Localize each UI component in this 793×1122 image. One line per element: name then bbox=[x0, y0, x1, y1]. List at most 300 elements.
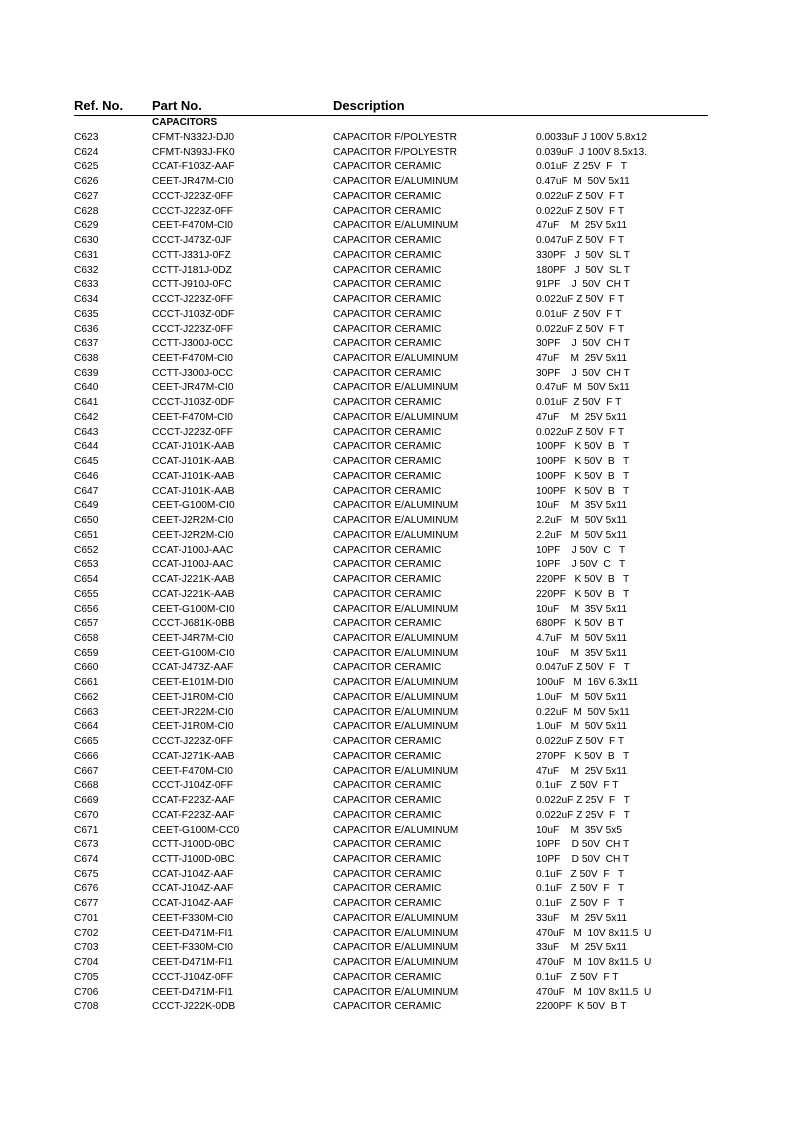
ref-no-cell: C641 bbox=[74, 397, 99, 409]
spec-cell: 30PF J 50V CH T bbox=[536, 367, 630, 379]
ref-no-cell: C642 bbox=[74, 411, 99, 423]
ref-no-cell: C629 bbox=[74, 220, 99, 232]
table-row bbox=[0, 986, 793, 1001]
description-cell: CAPACITOR CERAMIC bbox=[333, 883, 442, 895]
description-cell: CAPACITOR CERAMIC bbox=[333, 839, 442, 851]
part-no-cell: CEET-G100M-CC0 bbox=[152, 824, 240, 836]
ref-no-cell: C661 bbox=[74, 677, 99, 689]
spec-cell: 10PF J 50V C T bbox=[536, 559, 626, 571]
ref-no-cell: C646 bbox=[74, 470, 99, 482]
table-row bbox=[0, 882, 793, 897]
ref-no-cell: C663 bbox=[74, 706, 99, 718]
spec-cell: 100uF M 16V 6.3x11 bbox=[536, 677, 639, 689]
spec-cell: 470uF M 10V 8x11.5 U bbox=[536, 927, 652, 939]
description-cell: CAPACITOR E/ALUMINUM bbox=[333, 603, 459, 615]
table-row bbox=[0, 809, 793, 824]
description-cell: CAPACITOR CERAMIC bbox=[333, 588, 442, 600]
spec-cell: 33uF M 25V 5x11 bbox=[536, 942, 627, 954]
spec-cell: 30PF J 50V CH T bbox=[536, 338, 630, 350]
ref-no-cell: C708 bbox=[74, 1001, 99, 1013]
description-cell: CAPACITOR CERAMIC bbox=[333, 750, 442, 762]
table-row bbox=[0, 485, 793, 500]
table-row bbox=[0, 264, 793, 279]
table-row bbox=[0, 750, 793, 765]
table-row bbox=[0, 558, 793, 573]
spec-cell: 470uF M 10V 8x11.5 U bbox=[536, 986, 652, 998]
table-row bbox=[0, 249, 793, 264]
ref-no-cell: C667 bbox=[74, 765, 99, 777]
spec-cell: 10uF M 35V 5x11 bbox=[536, 647, 627, 659]
parts-list bbox=[0, 131, 793, 1015]
table-row bbox=[0, 838, 793, 853]
spec-cell: 10PF D 50V CH T bbox=[536, 839, 630, 851]
ref-no-cell: C633 bbox=[74, 279, 99, 291]
ref-no-cell: C635 bbox=[74, 308, 99, 320]
part-no-cell: CCAT-J473Z-AAF bbox=[152, 662, 234, 674]
ref-no-cell: C668 bbox=[74, 780, 99, 792]
ref-no-cell: C701 bbox=[74, 912, 99, 924]
part-no-cell: CCCT-J223Z-0FF bbox=[152, 205, 233, 217]
description-cell: CAPACITOR CERAMIC bbox=[333, 294, 442, 306]
ref-no-cell: C649 bbox=[74, 500, 99, 512]
description-cell: CAPACITOR CERAMIC bbox=[333, 161, 442, 173]
spec-cell: 0.01uF Z 25V F T bbox=[536, 161, 627, 173]
ref-no-cell: C636 bbox=[74, 323, 99, 335]
spec-cell: 4.7uF M 50V 5x11 bbox=[536, 632, 627, 644]
table-row bbox=[0, 661, 793, 676]
ref-no-cell: C702 bbox=[74, 927, 99, 939]
ref-no-cell: C632 bbox=[74, 264, 99, 276]
table-row bbox=[0, 381, 793, 396]
ref-no-cell: C628 bbox=[74, 205, 99, 217]
ref-no-cell: C675 bbox=[74, 868, 99, 880]
part-no-cell: CEET-G100M-CI0 bbox=[152, 603, 235, 615]
spec-cell: 0.047uF Z 50V F T bbox=[536, 662, 630, 674]
part-no-cell: CCAT-J101K-AAB bbox=[152, 470, 235, 482]
part-no-cell: CCTT-J331J-0FZ bbox=[152, 249, 231, 261]
part-no-cell: CCAT-J100J-AAC bbox=[152, 544, 234, 556]
table-row bbox=[0, 647, 793, 662]
ref-no-header: Ref. No. bbox=[74, 98, 124, 113]
ref-no-cell: C666 bbox=[74, 750, 99, 762]
description-cell: CAPACITOR E/ALUMINUM bbox=[333, 765, 459, 777]
ref-no-cell: C705 bbox=[74, 971, 99, 983]
part-no-cell: CCAT-F103Z-AAF bbox=[152, 161, 235, 173]
part-no-cell: CCCT-J473Z-0JF bbox=[152, 235, 232, 247]
ref-no-cell: C706 bbox=[74, 986, 99, 998]
spec-cell: 10uF M 35V 5x11 bbox=[536, 500, 627, 512]
table-row bbox=[0, 927, 793, 942]
description-cell: CAPACITOR E/ALUMINUM bbox=[333, 529, 459, 541]
spec-cell: 0.1uF Z 50V F T bbox=[536, 898, 625, 910]
table-row bbox=[0, 367, 793, 382]
description-cell: CAPACITOR CERAMIC bbox=[333, 736, 442, 748]
table-row bbox=[0, 706, 793, 721]
description-header: Description bbox=[333, 98, 405, 113]
part-no-cell: CEET-F330M-CI0 bbox=[152, 942, 233, 954]
spec-cell: 47uF M 25V 5x11 bbox=[536, 353, 627, 365]
description-cell: CAPACITOR CERAMIC bbox=[333, 971, 442, 983]
description-cell: CAPACITOR E/ALUMINUM bbox=[333, 942, 459, 954]
part-no-cell: CCCT-J104Z-0FF bbox=[152, 780, 233, 792]
table-row bbox=[0, 897, 793, 912]
part-no-cell: CCTT-J181J-0DZ bbox=[152, 264, 232, 276]
table-row bbox=[0, 426, 793, 441]
table-row bbox=[0, 824, 793, 839]
spec-cell: 0.1uF Z 50V F T bbox=[536, 971, 619, 983]
part-no-cell: CCCT-J104Z-0FF bbox=[152, 971, 233, 983]
description-cell: CAPACITOR CERAMIC bbox=[333, 264, 442, 276]
table-row bbox=[0, 956, 793, 971]
spec-cell: 0.022uF Z 25V F T bbox=[536, 809, 630, 821]
spec-cell: 0.022uF Z 50V F T bbox=[536, 426, 625, 438]
ref-no-cell: C647 bbox=[74, 485, 99, 497]
table-row bbox=[0, 779, 793, 794]
table-row bbox=[0, 1000, 793, 1015]
spec-cell: 10uF M 35V 5x5 bbox=[536, 824, 623, 836]
part-no-cell: CFMT-N393J-FK0 bbox=[152, 146, 235, 158]
table-row bbox=[0, 794, 793, 809]
table-row bbox=[0, 720, 793, 735]
description-cell: CAPACITOR E/ALUMINUM bbox=[333, 677, 459, 689]
table-row bbox=[0, 160, 793, 175]
description-cell: CAPACITOR E/ALUMINUM bbox=[333, 912, 459, 924]
table-row bbox=[0, 853, 793, 868]
description-cell: CAPACITOR CERAMIC bbox=[333, 441, 442, 453]
table-row bbox=[0, 573, 793, 588]
table-row bbox=[0, 323, 793, 338]
part-no-cell: CCCT-J223Z-0FF bbox=[152, 190, 233, 202]
spec-cell: 2.2uF M 50V 5x11 bbox=[536, 515, 627, 527]
spec-cell: 2.2uF M 50V 5x11 bbox=[536, 529, 627, 541]
table-row bbox=[0, 765, 793, 780]
part-no-cell: CCAT-J104Z-AAF bbox=[152, 868, 234, 880]
ref-no-cell: C634 bbox=[74, 294, 99, 306]
spec-cell: 91PF J 50V CH T bbox=[536, 279, 630, 291]
part-no-cell: CCCT-J103Z-0DF bbox=[152, 308, 235, 320]
spec-cell: 100PF K 50V B T bbox=[536, 441, 630, 453]
part-no-cell: CCAT-J271K-AAB bbox=[152, 750, 235, 762]
table-row bbox=[0, 219, 793, 234]
part-no-cell: CEET-E101M-DI0 bbox=[152, 677, 234, 689]
spec-cell: 2200PF K 50V B T bbox=[536, 1001, 627, 1013]
ref-no-cell: C658 bbox=[74, 632, 99, 644]
part-no-cell: CCCT-J223Z-0FF bbox=[152, 294, 233, 306]
part-no-cell: CEET-D471M-FI1 bbox=[152, 957, 233, 969]
spec-cell: 680PF K 50V B T bbox=[536, 618, 624, 630]
ref-no-cell: C651 bbox=[74, 529, 99, 541]
ref-no-cell: C704 bbox=[74, 957, 99, 969]
description-cell: CAPACITOR CERAMIC bbox=[333, 323, 442, 335]
ref-no-cell: C630 bbox=[74, 235, 99, 247]
part-no-cell: CCCT-J222K-0DB bbox=[152, 1001, 236, 1013]
table-row bbox=[0, 941, 793, 956]
table-row bbox=[0, 691, 793, 706]
part-no-cell: CCAT-F223Z-AAF bbox=[152, 795, 235, 807]
description-cell: CAPACITOR E/ALUMINUM bbox=[333, 220, 459, 232]
ref-no-cell: C677 bbox=[74, 898, 99, 910]
ref-no-cell: C656 bbox=[74, 603, 99, 615]
description-cell: CAPACITOR E/ALUMINUM bbox=[333, 691, 459, 703]
table-row bbox=[0, 971, 793, 986]
spec-cell: 10uF M 35V 5x11 bbox=[536, 603, 627, 615]
ref-no-cell: C659 bbox=[74, 647, 99, 659]
ref-no-cell: C637 bbox=[74, 338, 99, 350]
table-row bbox=[0, 411, 793, 426]
part-no-header: Part No. bbox=[152, 98, 202, 113]
part-no-cell: CCAT-J104Z-AAF bbox=[152, 898, 234, 910]
description-cell: CAPACITOR E/ALUMINUM bbox=[333, 515, 459, 527]
spec-cell: 330PF J 50V SL T bbox=[536, 249, 630, 261]
description-cell: CAPACITOR CERAMIC bbox=[333, 574, 442, 586]
part-no-cell: CCAT-F223Z-AAF bbox=[152, 809, 235, 821]
part-no-cell: CEET-D471M-FI1 bbox=[152, 986, 233, 998]
ref-no-cell: C662 bbox=[74, 691, 99, 703]
description-cell: CAPACITOR CERAMIC bbox=[333, 338, 442, 350]
ref-no-cell: C664 bbox=[74, 721, 99, 733]
ref-no-cell: C640 bbox=[74, 382, 99, 394]
table-row bbox=[0, 529, 793, 544]
ref-no-cell: C644 bbox=[74, 441, 99, 453]
description-cell: CAPACITOR CERAMIC bbox=[333, 470, 442, 482]
spec-cell: 1.0uF M 50V 5x11 bbox=[536, 721, 627, 733]
description-cell: CAPACITOR E/ALUMINUM bbox=[333, 927, 459, 939]
table-row bbox=[0, 293, 793, 308]
description-cell: CAPACITOR CERAMIC bbox=[333, 426, 442, 438]
part-no-cell: CEET-G100M-CI0 bbox=[152, 500, 235, 512]
part-no-cell: CCTT-J300J-0CC bbox=[152, 338, 233, 350]
part-no-cell: CCTT-J100D-0BC bbox=[152, 839, 235, 851]
description-cell: CAPACITOR F/POLYESTR bbox=[333, 132, 457, 143]
description-cell: CAPACITOR E/ALUMINUM bbox=[333, 353, 459, 365]
spec-cell: 100PF K 50V B T bbox=[536, 470, 630, 482]
table-row bbox=[0, 308, 793, 323]
spec-cell: 100PF K 50V B T bbox=[536, 485, 630, 497]
ref-no-cell: C625 bbox=[74, 161, 99, 173]
spec-cell: 470uF M 10V 8x11.5 U bbox=[536, 957, 652, 969]
table-row bbox=[0, 632, 793, 647]
part-no-cell: CCCT-J223Z-0FF bbox=[152, 323, 233, 335]
table-row bbox=[0, 588, 793, 603]
description-cell: CAPACITOR CERAMIC bbox=[333, 367, 442, 379]
table-row bbox=[0, 396, 793, 411]
part-no-cell: CCCT-J223Z-0FF bbox=[152, 426, 233, 438]
ref-no-cell: C650 bbox=[74, 515, 99, 527]
description-cell: CAPACITOR CERAMIC bbox=[333, 544, 442, 556]
part-no-cell: CEET-JR22M-CI0 bbox=[152, 706, 234, 718]
description-cell: CAPACITOR CERAMIC bbox=[333, 308, 442, 320]
ref-no-cell: C643 bbox=[74, 426, 99, 438]
part-no-cell: CCTT-J100D-0BC bbox=[152, 853, 235, 865]
description-cell: CAPACITOR CERAMIC bbox=[333, 662, 442, 674]
part-no-cell: CEET-F470M-CI0 bbox=[152, 411, 233, 423]
description-cell: CAPACITOR E/ALUMINUM bbox=[333, 986, 459, 998]
ref-no-cell: C631 bbox=[74, 249, 99, 261]
description-cell: CAPACITOR E/ALUMINUM bbox=[333, 500, 459, 512]
part-no-cell: CEET-J2R2M-CI0 bbox=[152, 515, 234, 527]
table-row bbox=[0, 175, 793, 190]
description-cell: CAPACITOR CERAMIC bbox=[333, 235, 442, 247]
table-row bbox=[0, 190, 793, 205]
description-cell: CAPACITOR E/ALUMINUM bbox=[333, 382, 459, 394]
table-row bbox=[0, 470, 793, 485]
table-row bbox=[0, 440, 793, 455]
spec-cell: 0.0033uF J 100V 5.8x12 bbox=[536, 132, 648, 143]
table-row bbox=[0, 455, 793, 470]
part-no-cell: CEET-F470M-CI0 bbox=[152, 353, 233, 365]
spec-cell: 270PF K 50V B T bbox=[536, 750, 630, 762]
ref-no-cell: C665 bbox=[74, 736, 99, 748]
ref-no-cell: C639 bbox=[74, 367, 99, 379]
table-row bbox=[0, 234, 793, 249]
part-no-cell: CFMT-N332J-DJ0 bbox=[152, 132, 235, 143]
ref-no-cell: C652 bbox=[74, 544, 99, 556]
spec-cell: 0.022uF Z 50V F T bbox=[536, 323, 625, 335]
spec-cell: 180PF J 50V SL T bbox=[536, 264, 630, 276]
spec-cell: 0.47uF M 50V 5x11 bbox=[536, 382, 630, 394]
part-no-cell: CEET-JR47M-CI0 bbox=[152, 176, 234, 188]
ref-no-cell: C626 bbox=[74, 176, 99, 188]
ref-no-cell: C676 bbox=[74, 883, 99, 895]
table-row bbox=[0, 544, 793, 559]
table-row bbox=[0, 868, 793, 883]
part-no-cell: CCAT-J101K-AAB bbox=[152, 456, 235, 468]
ref-no-cell: C624 bbox=[74, 146, 99, 158]
description-cell: CAPACITOR CERAMIC bbox=[333, 809, 442, 821]
spec-cell: 0.022uF Z 50V F T bbox=[536, 736, 625, 748]
part-no-cell: CEET-F470M-CI0 bbox=[152, 765, 233, 777]
description-cell: CAPACITOR CERAMIC bbox=[333, 795, 442, 807]
ref-no-cell: C660 bbox=[74, 662, 99, 674]
part-no-cell: CEET-F470M-CI0 bbox=[152, 220, 233, 232]
part-no-cell: CCCT-J223Z-0FF bbox=[152, 736, 233, 748]
description-cell: CAPACITOR E/ALUMINUM bbox=[333, 647, 459, 659]
spec-cell: 10PF J 50V C T bbox=[536, 544, 626, 556]
part-no-cell: CEET-JR47M-CI0 bbox=[152, 382, 234, 394]
table-row bbox=[0, 603, 793, 618]
description-cell: CAPACITOR CERAMIC bbox=[333, 485, 442, 497]
ref-no-cell: C654 bbox=[74, 574, 99, 586]
part-no-cell: CEET-J1R0M-CI0 bbox=[152, 691, 234, 703]
ref-no-cell: C674 bbox=[74, 853, 99, 865]
ref-no-cell: C673 bbox=[74, 839, 99, 851]
description-cell: CAPACITOR E/ALUMINUM bbox=[333, 706, 459, 718]
spec-cell: 0.01uF Z 50V F T bbox=[536, 308, 622, 320]
table-row bbox=[0, 676, 793, 691]
part-no-cell: CCAT-J101K-AAB bbox=[152, 485, 235, 497]
spec-cell: 47uF M 25V 5x11 bbox=[536, 220, 627, 232]
part-no-cell: CCTT-J300J-0CC bbox=[152, 367, 233, 379]
spec-cell: 0.1uF Z 50V F T bbox=[536, 780, 619, 792]
part-no-cell: CEET-D471M-FI1 bbox=[152, 927, 233, 939]
part-no-cell: CCAT-J100J-AAC bbox=[152, 559, 234, 571]
ref-no-cell: C623 bbox=[74, 132, 99, 143]
spec-cell: 220PF K 50V B T bbox=[536, 574, 630, 586]
part-no-cell: CCAT-J221K-AAB bbox=[152, 588, 235, 600]
description-cell: CAPACITOR E/ALUMINUM bbox=[333, 721, 459, 733]
table-row bbox=[0, 912, 793, 927]
spec-cell: 10PF D 50V CH T bbox=[536, 853, 630, 865]
part-no-cell: CCTT-J910J-0FC bbox=[152, 279, 232, 291]
table-row bbox=[0, 278, 793, 293]
part-no-cell: CEET-J4R7M-CI0 bbox=[152, 632, 234, 644]
spec-cell: 220PF K 50V B T bbox=[536, 588, 630, 600]
description-cell: CAPACITOR E/ALUMINUM bbox=[333, 411, 459, 423]
description-cell: CAPACITOR CERAMIC bbox=[333, 249, 442, 261]
description-cell: CAPACITOR CERAMIC bbox=[333, 397, 442, 409]
spec-cell: 0.1uF Z 50V F T bbox=[536, 883, 625, 895]
ref-no-cell: C653 bbox=[74, 559, 99, 571]
table-header bbox=[0, 98, 793, 116]
spec-cell: 0.039uF J 100V 8.5x13. bbox=[536, 146, 648, 158]
spec-cell: 0.022uF Z 50V F T bbox=[536, 294, 625, 306]
spec-cell: 0.022uF Z 50V F T bbox=[536, 190, 625, 202]
table-row bbox=[0, 146, 793, 161]
table-row bbox=[0, 735, 793, 750]
part-no-cell: CEET-G100M-CI0 bbox=[152, 647, 235, 659]
description-cell: CAPACITOR E/ALUMINUM bbox=[333, 632, 459, 644]
ref-no-cell: C671 bbox=[74, 824, 99, 836]
table-row bbox=[0, 499, 793, 514]
part-no-cell: CCCT-J681K-0BB bbox=[152, 618, 235, 630]
description-cell: CAPACITOR F/POLYESTR bbox=[333, 146, 457, 158]
part-no-cell: CCAT-J221K-AAB bbox=[152, 574, 235, 586]
description-cell: CAPACITOR CERAMIC bbox=[333, 868, 442, 880]
description-cell: CAPACITOR CERAMIC bbox=[333, 559, 442, 571]
part-no-cell: CEET-J1R0M-CI0 bbox=[152, 721, 234, 733]
part-no-cell: CCCT-J103Z-0DF bbox=[152, 397, 235, 409]
ref-no-cell: C657 bbox=[74, 618, 99, 630]
part-no-cell: CCAT-J104Z-AAF bbox=[152, 883, 234, 895]
spec-cell: 0.47uF M 50V 5x11 bbox=[536, 176, 630, 188]
description-cell: CAPACITOR E/ALUMINUM bbox=[333, 824, 459, 836]
description-cell: CAPACITOR CERAMIC bbox=[333, 1001, 442, 1013]
part-no-cell: CEET-J2R2M-CI0 bbox=[152, 529, 234, 541]
ref-no-cell: C670 bbox=[74, 809, 99, 821]
section-title: CAPACITORS bbox=[152, 117, 218, 128]
spec-cell: 0.022uF Z 25V F T bbox=[536, 795, 630, 807]
spec-cell: 47uF M 25V 5x11 bbox=[536, 765, 627, 777]
ref-no-cell: C638 bbox=[74, 353, 99, 365]
spec-cell: 0.01uF Z 50V F T bbox=[536, 397, 622, 409]
description-cell: CAPACITOR CERAMIC bbox=[333, 898, 442, 910]
spec-cell: 0.022uF Z 50V F T bbox=[536, 205, 625, 217]
spec-cell: 0.047uF Z 50V F T bbox=[536, 235, 625, 247]
part-no-cell: CCAT-J101K-AAB bbox=[152, 441, 235, 453]
ref-no-cell: C627 bbox=[74, 190, 99, 202]
description-cell: CAPACITOR E/ALUMINUM bbox=[333, 957, 459, 969]
spec-cell: 100PF K 50V B T bbox=[536, 456, 630, 468]
description-cell: CAPACITOR CERAMIC bbox=[333, 780, 442, 792]
table-row bbox=[0, 514, 793, 529]
ref-no-cell: C669 bbox=[74, 795, 99, 807]
table-row bbox=[0, 617, 793, 632]
description-cell: CAPACITOR CERAMIC bbox=[333, 618, 442, 630]
description-cell: CAPACITOR CERAMIC bbox=[333, 279, 442, 291]
table-row bbox=[0, 337, 793, 352]
table-row bbox=[0, 131, 793, 146]
table-row bbox=[0, 352, 793, 367]
description-cell: CAPACITOR CERAMIC bbox=[333, 205, 442, 217]
description-cell: CAPACITOR CERAMIC bbox=[333, 853, 442, 865]
spec-cell: 33uF M 25V 5x11 bbox=[536, 912, 627, 924]
ref-no-cell: C655 bbox=[74, 588, 99, 600]
spec-cell: 0.22uF M 50V 5x11 bbox=[536, 706, 630, 718]
description-cell: CAPACITOR E/ALUMINUM bbox=[333, 176, 459, 188]
part-no-cell: CEET-F330M-CI0 bbox=[152, 912, 233, 924]
description-cell: CAPACITOR CERAMIC bbox=[333, 456, 442, 468]
ref-no-cell: C703 bbox=[74, 942, 99, 954]
